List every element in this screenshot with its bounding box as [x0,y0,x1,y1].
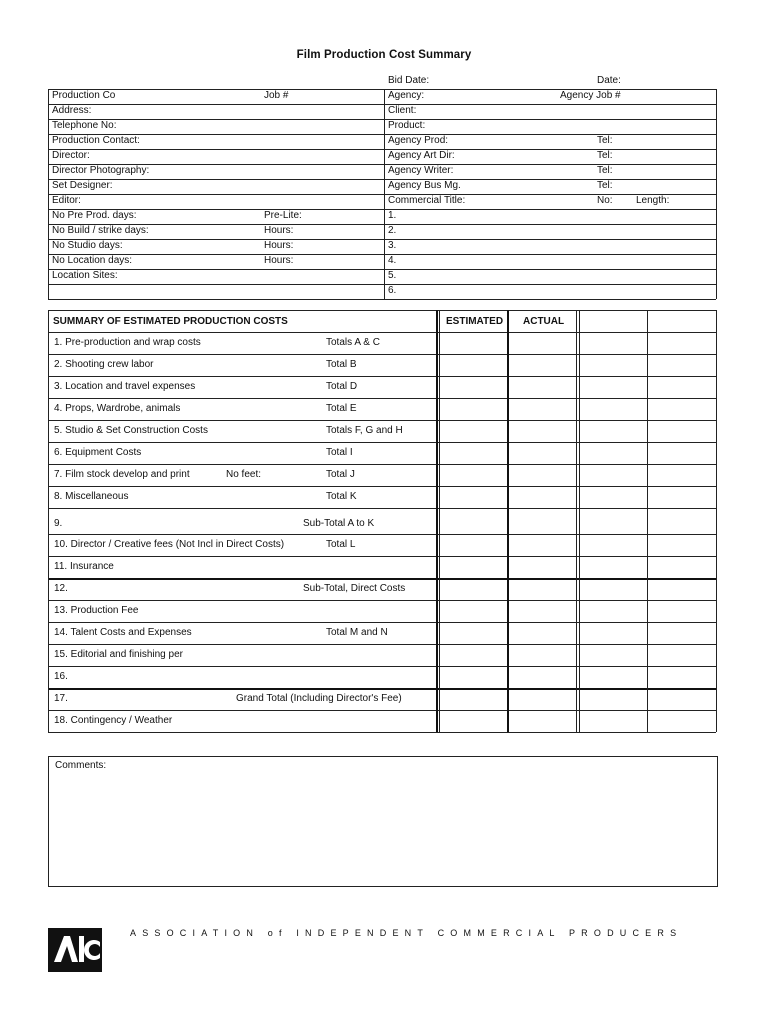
summary-row-total: Grand Total (Including Director's Fee) [236,693,402,704]
summary-row-label: 5. Studio & Set Construction Costs [54,425,208,436]
info-left-label: Production Contact: [52,135,140,146]
summary-row-label: 12. [54,583,68,594]
summary-row-rule [48,622,716,623]
summary-row-label: 3. Location and travel expenses [54,381,196,392]
summary-row-total: Sub-Total, Direct Costs [303,583,406,594]
summary-row-note: No feet: [226,469,262,480]
info-right-mid: No: [597,195,613,206]
info-rule [48,209,716,210]
info-border-right [716,89,717,299]
summary-row-rule [48,600,716,601]
info-left-label: No Studio days: [52,240,123,251]
info-rule [48,269,716,270]
summary-row-rule [48,442,716,443]
footer-association: ASSOCIATION of INDEPENDENT COMMERCIAL PRODUCERS [130,928,683,938]
info-left-label: Location Sites: [52,270,118,281]
summary-row-rule [48,710,716,711]
info-left-label: No Pre Prod. days: [52,210,137,221]
info-right-label: 5. [388,270,397,281]
summary-row-rule [48,332,716,333]
summary-row-rule [48,486,716,487]
info-left-label: Director: [52,150,90,161]
summary-row-total: Total K [326,491,357,502]
info-left-label: Set Designer: [52,180,113,191]
summary-row-total: Sub-Total A to K [303,518,375,529]
summary-row-label: 15. Editorial and finishing per [54,649,183,660]
info-left-label: Production Co [52,90,116,101]
summary-row-rule [48,644,716,645]
info-rule [48,119,716,120]
summary-row-rule [48,688,716,690]
info-left-label: Telephone No: [52,120,117,131]
summary-row-label: 17. [54,693,68,704]
info-right-label: Agency Prod: [388,135,449,146]
summary-row-label: 16. [54,671,68,682]
info-rule [48,194,716,195]
info-left-label: Editor: [52,195,81,206]
info-left-mid: Hours: [264,240,294,251]
info-right-label: 4. [388,255,397,266]
summary-row-rule [48,420,716,421]
summary-row-rule [48,556,716,557]
info-rule [48,104,716,105]
info-left-mid: Pre-Lite: [264,210,302,221]
info-left-label: No Build / strike days: [52,225,149,236]
info-right-label: Agency Art Dir: [388,150,455,161]
summary-row-label: 8. Miscellaneous [54,491,129,502]
aicp-logo [48,928,102,972]
summary-row-label: 9. [54,518,63,529]
info-right-label: 3. [388,240,397,251]
summary-row-rule [48,354,716,355]
summary-col-divider [436,310,438,732]
col-estimated-header: ESTIMATED [446,316,504,327]
summary-row-rule [48,578,716,580]
summary-bottom-rule [48,732,716,733]
summary-row-rule [48,376,716,377]
info-right-far: Length: [636,195,670,206]
summary-row-label: 10. Director / Creative fees (Not Incl in Direct Costs) [54,539,285,550]
summary-row-total: Total I [326,447,353,458]
summary-row-total: Totals F, G and H [326,425,403,436]
summary-col-divider-inner [439,310,440,732]
info-left-label: No Location days: [52,255,133,266]
summary-heading: SUMMARY OF ESTIMATED PRODUCTION COSTS [53,316,288,327]
info-right-label: 6. [388,285,397,296]
summary-row-rule [48,666,716,667]
summary-row-total: Total B [326,359,357,370]
info-right-label: Agency: [388,90,425,101]
summary-row-total: Total J [326,469,355,480]
info-left-mid: Hours: [264,255,294,266]
summary-row-label: 14. Talent Costs and Expenses [54,627,192,638]
info-right-label: Agency Writer: [388,165,454,176]
summary-col-divider-inner [579,310,580,732]
summary-row-total: Total E [326,403,357,414]
summary-col-divider [647,310,648,732]
summary-row-rule [48,534,716,535]
info-right-label: Product: [388,120,426,131]
summary-row-label: 4. Props, Wardrobe, animals [54,403,181,414]
info-rule [48,254,716,255]
summary-row-label: 1. Pre-production and wrap costs [54,337,201,348]
info-right-label: 2. [388,225,397,236]
info-right-label: 1. [388,210,397,221]
summary-row-rule [48,508,716,509]
summary-row-rule [48,464,716,465]
info-rule [48,149,716,150]
info-right-label: Agency Bus Mg. [388,180,461,191]
summary-row-total: Total L [326,539,356,550]
comments-label: Comments: [55,760,107,771]
info-rule [48,299,716,300]
summary-border-left [48,310,49,732]
summary-top-rule [48,310,716,311]
info-right-label: Client: [388,105,417,116]
bid-date-label: Bid Date: [388,75,430,86]
summary-row-label: 6. Equipment Costs [54,447,142,458]
summary-col-divider [576,310,577,732]
info-rule [48,134,716,135]
summary-row-label: 13. Production Fee [54,605,139,616]
info-left-label: Director Photography: [52,165,150,176]
info-right-mid: Tel: [597,135,613,146]
summary-row-label: 18. Contingency / Weather [54,715,173,726]
info-left-mid: Job # [264,90,289,101]
summary-row-label: 7. Film stock develop and print [54,469,190,480]
info-rule [48,284,716,285]
info-right-label: Commercial Title: [388,195,466,206]
summary-row-total: Total M and N [326,627,388,638]
info-rule [48,179,716,180]
summary-row-label: 11. Insurance [54,561,114,572]
page-title: Film Production Cost Summary [296,49,472,61]
summary-row-total: Totals A & C [326,337,380,348]
summary-row-rule [48,398,716,399]
info-rule [48,239,716,240]
info-left-mid: Hours: [264,225,294,236]
col-actual-header: ACTUAL [523,316,565,327]
info-right-mid: Tel: [597,165,613,176]
info-right-mid: Tel: [597,180,613,191]
info-left-label: Address: [52,105,92,116]
summary-col-divider [507,310,509,732]
summary-row-total: Total D [326,381,358,392]
info-right-mid: Agency Job # [560,90,621,101]
info-border-left [48,89,49,299]
comments-box[interactable] [48,756,718,887]
summary-row-label: 2. Shooting crew labor [54,359,154,370]
date-label: Date: [597,75,621,86]
info-divider [384,89,385,299]
info-right-mid: Tel: [597,150,613,161]
summary-border-right [716,310,717,732]
